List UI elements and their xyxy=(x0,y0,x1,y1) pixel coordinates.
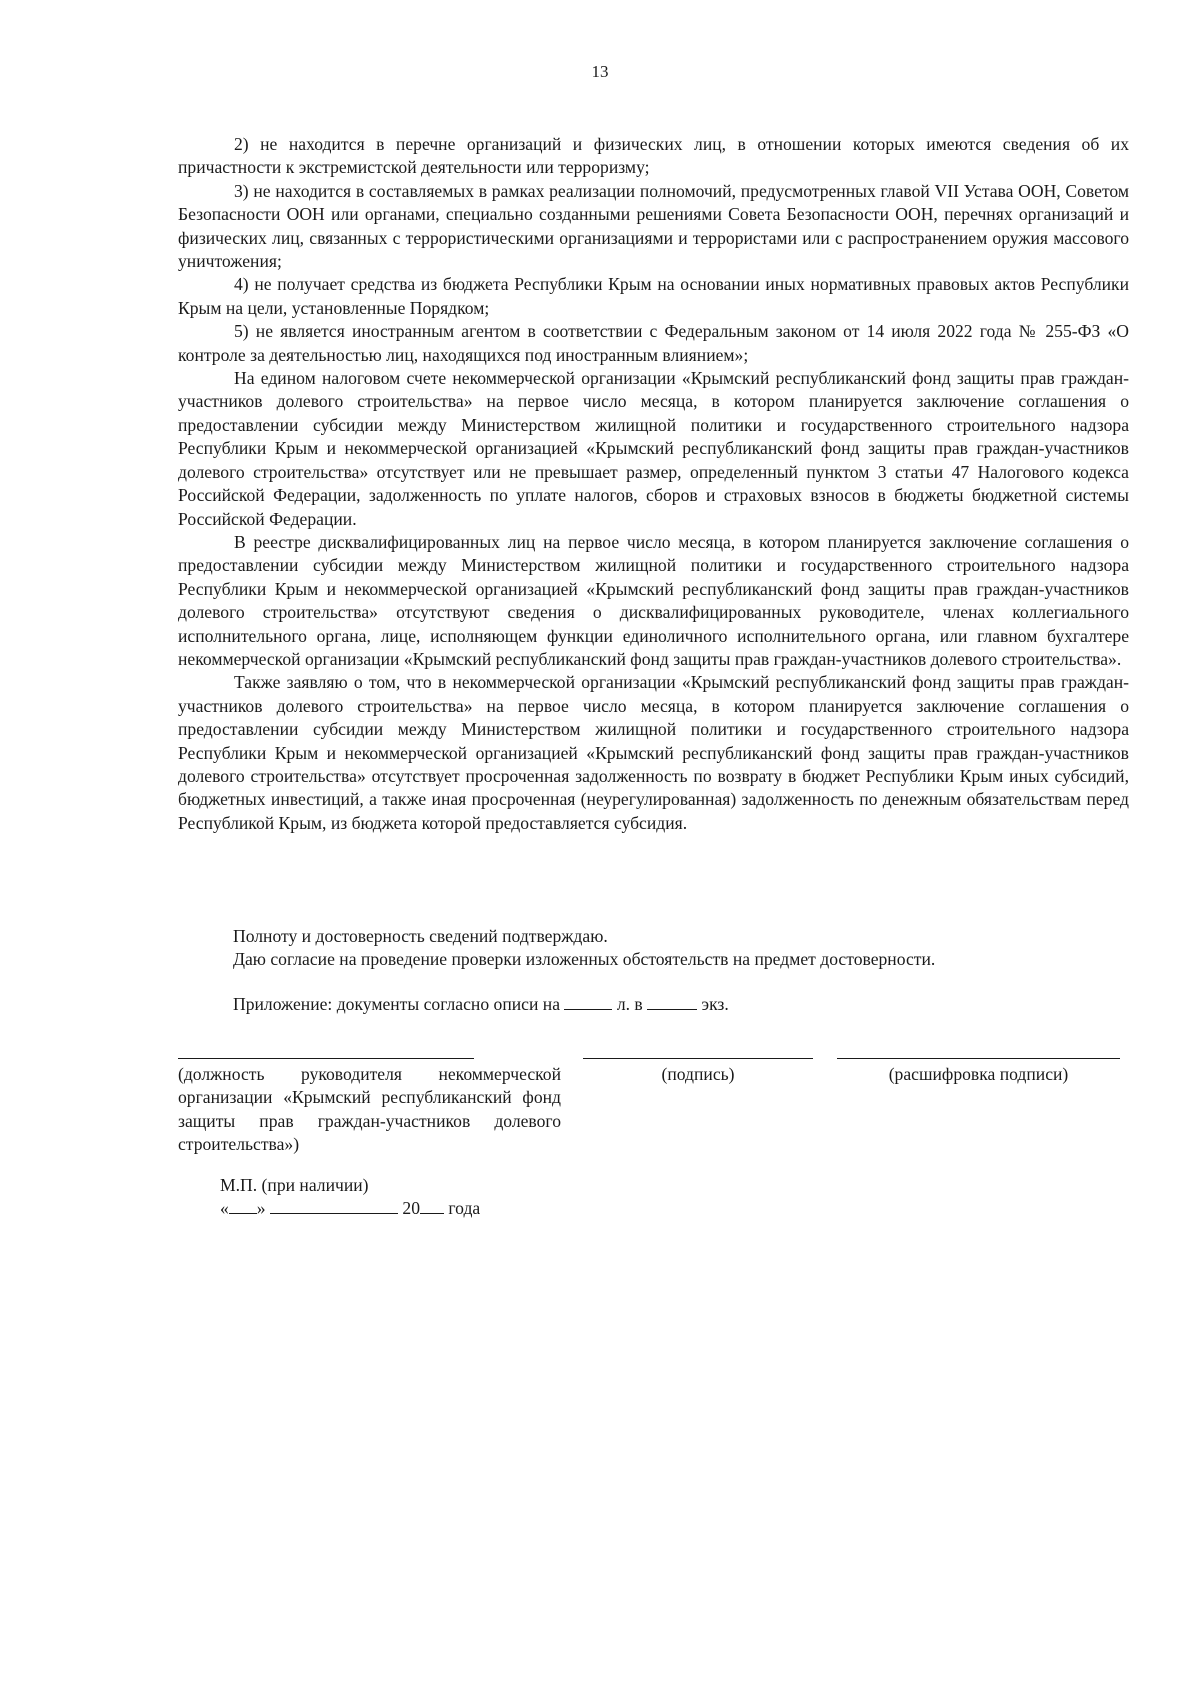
year-suffix: года xyxy=(448,1198,481,1219)
signature-caption: (подпись) xyxy=(661,1064,735,1084)
debt-paragraph: Также заявляю о том, что в некоммерческой организации «Крымский республиканский фонд защиты прав граждан-участников долевого строительства» на первое число месяца, в котором планируется заключение соглашения о предоставлении субсидии между Министерством жилищной политики и государственного строительного надзора Республики Крым и некоммерческой организацией «Крымский республиканский фонд защиты прав граждан-участников долевого строительства» отсутствует просроченная задолженность по возврату в бюджет Республики Крым иных субсидий, бюджетных инвестиций, а также иная просроченная (неурегулированная) задолженность по денежным обязательствам перед Республикой Крым, из бюджета которой предоставляется субсидия. xyxy=(178,672,1129,833)
attachment-suffix: экз. xyxy=(701,994,729,1014)
disqualified-paragraph: В реестре дисквалифицированных лиц на первое число месяца, в котором планируется заключение соглашения о предоставлении субсидии между Министерством жилищной политики и государственного строительного надзора Республики Крым и некоммерческой организацией «Крымский республиканский фонд защиты прав граждан-участников долевого строительства» отсутствуют сведения о дисквалифицированных руководителе, членах коллегиального исполнительного органа, лице, исполняющем функции единоличного исполнительного органа, или главном бухгалтере некоммерческой организации «Крымский республиканский фонд защиты прав граждан-участников долевого строительства». xyxy=(178,531,1129,669)
position-line xyxy=(178,1058,474,1059)
decode-caption: (расшифровка подписи) xyxy=(888,1064,1069,1084)
confirmation-block xyxy=(233,925,1133,972)
month-blank xyxy=(270,1197,398,1214)
attachment-prefix: Приложение: документы согласно описи на xyxy=(233,994,561,1014)
sheets-blank xyxy=(564,993,612,1010)
copies-blank xyxy=(647,993,697,1010)
attachment-middle: л. в xyxy=(616,994,643,1014)
position-caption: (должность руководителя некоммерческой организации «Крымский республиканский фонд защиты прав граждан-участников долевого строительства») xyxy=(178,1064,561,1155)
clause-3: 3) не находится в составляемых в рамках реализации полномочий, предусмотренных главой VII Устава ООН, Советом Безопасности ООН или органами, специально созданными решениями Совета Безопасности ООН, перечнях организаций и физических лиц, связанных с террористическими организациями и террористами или с распространением оружия массового уничтожения; xyxy=(178,180,1129,272)
clause-5: 5) не является иностранным агентом в соответствии с Федеральным законом от 14 июля 2022 года № 255-ФЗ «О контроле за деятельностью лиц, находящихся под иностранным влиянием»; xyxy=(178,321,1129,365)
day-blank xyxy=(229,1197,257,1214)
confirmation-line-2: Даю согласие на проведение проверки изложенных обстоятельств на предмет достоверности. xyxy=(233,949,936,970)
stamp-block xyxy=(220,1174,480,1221)
confirmation-line-1: Полноту и достоверность сведений подтверждаю. xyxy=(233,926,608,946)
document-body xyxy=(178,133,1129,835)
page-number: 13 xyxy=(591,62,609,81)
date-line xyxy=(220,1197,480,1220)
tax-paragraph: На едином налоговом счете некоммерческой организации «Крымский республиканский фонд защиты прав граждан-участников долевого строительства» на первое число месяца, в котором планируется заключение соглашения о предоставлении субсидии между Министерством жилищной политики и государственного строительного надзора Республики Крым и некоммерческой организацией «Крымский республиканский фонд защиты прав граждан-участников долевого строительства» отсутствует или не превышает размер, определенный пунктом 3 статьи 47 Налогового кодекса Российской Федерации, задолженность по уплате налогов, сборов и страховых взносов в бюджеты бюджетной системы Российской Федерации. xyxy=(178,368,1129,529)
clause-2: 2) не находится в перечне организаций и физических лиц, в отношении которых имеются сведения об их причастности к экстремистской деятельности или терроризму; xyxy=(178,134,1129,178)
year-prefix: 20 xyxy=(402,1198,420,1219)
signature-line xyxy=(583,1058,813,1059)
decode-line xyxy=(837,1058,1120,1059)
date-quote-close: » xyxy=(256,1198,266,1219)
clause-4: 4) не получает средства из бюджета Республики Крым на основании иных нормативных правовых актов Республики Крым на цели, установленные Порядком; xyxy=(178,274,1129,318)
year-blank xyxy=(420,1197,444,1214)
attachment-line xyxy=(233,993,729,1016)
stamp-label: М.П. (при наличии) xyxy=(220,1175,369,1195)
date-quote-open: « xyxy=(220,1198,229,1219)
